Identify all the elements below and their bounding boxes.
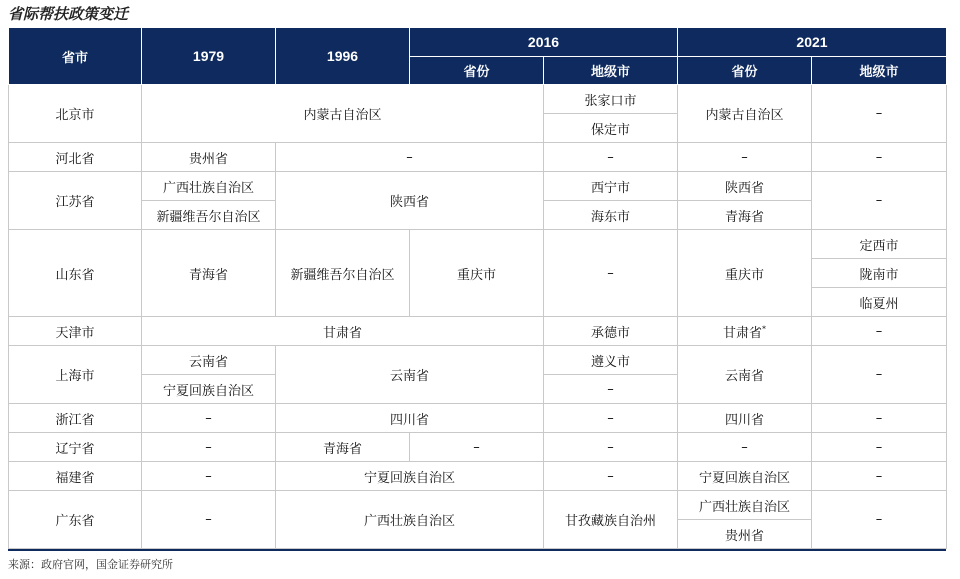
- cell-tianjin-2021-province: [678, 317, 812, 346]
- table-row: [9, 346, 947, 375]
- cell-zhejiang-2021-province: 四川省: [678, 404, 812, 433]
- cell-guangdong-1996-2016: 广西壮族自治区: [276, 491, 544, 549]
- cell-guangdong-1979: –: [142, 491, 276, 549]
- cell-zhejiang-1979: –: [142, 404, 276, 433]
- row-label-liaoning: 辽宁省: [9, 433, 142, 462]
- table-row: [9, 462, 947, 491]
- cell-shanghai-1979-2: 宁夏回族自治区: [142, 375, 276, 404]
- cell-fujian-2016-city: –: [544, 462, 678, 491]
- cell-hebei-1979: 贵州省: [142, 143, 276, 172]
- cell-beijing-2016-city-2: 保定市: [544, 114, 678, 143]
- row-label-guangdong: 广东省: [9, 491, 142, 549]
- cell-shanghai-1979-1: 云南省: [142, 346, 276, 375]
- cell-tianjin-2021-city: –: [812, 317, 947, 346]
- header-2021: 2021: [678, 28, 947, 57]
- cell-guangdong-2021-city: –: [812, 491, 947, 549]
- cell-beijing-2021-city: –: [812, 85, 947, 143]
- header-2021-city: 地级市: [812, 57, 947, 85]
- cell-jiangsu-2021-city: –: [812, 172, 947, 230]
- cell-guangdong-2016-city: 甘孜藏族自治州: [544, 491, 678, 549]
- cell-jiangsu-2021-province-1: 陕西省: [678, 172, 812, 201]
- cell-hebei-2021-province: –: [678, 143, 812, 172]
- row-label-shandong: 山东省: [9, 230, 142, 317]
- cell-fujian-1979: –: [142, 462, 276, 491]
- header-1979: 1979: [142, 28, 276, 85]
- cell-guangdong-2021-province-1: 广西壮族自治区: [678, 491, 812, 520]
- policy-table: [8, 27, 947, 549]
- cell-liaoning-2016-city: –: [544, 433, 678, 462]
- cell-jiangsu-1996-2016: 陕西省: [276, 172, 544, 230]
- row-label-shanghai: 上海市: [9, 346, 142, 404]
- cell-fujian-2021-province: 宁夏回族自治区: [678, 462, 812, 491]
- cell-fujian-1996-2016: 宁夏回族自治区: [276, 462, 544, 491]
- table-row: [9, 317, 947, 346]
- cell-shanghai-2021-province: 云南省: [678, 346, 812, 404]
- footnote-mark: *: [762, 324, 766, 334]
- header-2021-province: 省份: [678, 57, 812, 85]
- cell-zhejiang-2016-city: –: [544, 404, 678, 433]
- page-title: 省际帮扶政策变迁: [8, 5, 129, 23]
- table-row: [9, 404, 947, 433]
- cell-shandong-2021-province: 重庆市: [678, 230, 812, 317]
- cell-hebei-2021-city: –: [812, 143, 947, 172]
- table-row: [9, 172, 947, 201]
- table-row: [9, 230, 947, 259]
- table-row: [9, 85, 947, 114]
- cell-shandong-2021-city-3: 临夏州: [812, 288, 947, 317]
- cell-shanghai-2021-city: –: [812, 346, 947, 404]
- cell-liaoning-2021-city: –: [812, 433, 947, 462]
- cell-tianjin-2016-city: 承德市: [544, 317, 678, 346]
- cell-beijing-2016-city-1: 张家口市: [544, 85, 678, 114]
- cell-jiangsu-1979-2: 新疆维吾尔自治区: [142, 201, 276, 230]
- header-2016: 2016: [410, 28, 678, 57]
- cell-beijing-1979-2016: 内蒙古自治区: [142, 85, 544, 143]
- cell-shandong-2021-city-2: 陇南市: [812, 259, 947, 288]
- cell-hebei-2016-city: –: [544, 143, 678, 172]
- table-row: [9, 491, 947, 520]
- cell-shanghai-1996-2016: 云南省: [276, 346, 544, 404]
- row-label-jiangsu: 江苏省: [9, 172, 142, 230]
- cell-shanghai-2016-city-2: –: [544, 375, 678, 404]
- header-2016-province: 省份: [410, 57, 544, 85]
- row-label-zhejiang: 浙江省: [9, 404, 142, 433]
- cell-shandong-2016-city: –: [544, 230, 678, 317]
- cell-jiangsu-2016-city-2: 海东市: [544, 201, 678, 230]
- cell-zhejiang-1996-2016: 四川省: [276, 404, 544, 433]
- header-1996: 1996: [276, 28, 410, 85]
- cell-hebei-1996-2016: –: [276, 143, 544, 172]
- cell-liaoning-2016-province: –: [410, 433, 544, 462]
- policy-table-container: [8, 27, 946, 551]
- source-note: 来源：政府官网，国金证券研究所: [8, 558, 173, 571]
- table-row: [9, 433, 947, 462]
- row-label-beijing: 北京市: [9, 85, 142, 143]
- cell-liaoning-2021-province: –: [678, 433, 812, 462]
- cell-fujian-2021-city: –: [812, 462, 947, 491]
- cell-tianjin-1979-2016: 甘肃省: [142, 317, 544, 346]
- row-label-fujian: 福建省: [9, 462, 142, 491]
- cell-jiangsu-1979-1: 广西壮族自治区: [142, 172, 276, 201]
- cell-jiangsu-2021-province-2: 青海省: [678, 201, 812, 230]
- cell-beijing-2021-province: 内蒙古自治区: [678, 85, 812, 143]
- table-row: [9, 143, 947, 172]
- cell-shandong-1996: 新疆维吾尔自治区: [276, 230, 410, 317]
- cell-shandong-1979: 青海省: [142, 230, 276, 317]
- header-2016-city: 地级市: [544, 57, 678, 85]
- cell-guangdong-2021-province-2: 贵州省: [678, 520, 812, 549]
- header-province-city: 省市: [9, 28, 142, 85]
- cell-shandong-2021-city-1: 定西市: [812, 230, 947, 259]
- tianjin-2021-province-text: 甘肃省: [722, 325, 762, 341]
- cell-shanghai-2016-city-1: 遵义市: [544, 346, 678, 375]
- cell-jiangsu-2016-city-1: 西宁市: [544, 172, 678, 201]
- cell-liaoning-1996: 青海省: [276, 433, 410, 462]
- row-label-tianjin: 天津市: [9, 317, 142, 346]
- row-label-hebei: 河北省: [9, 143, 142, 172]
- cell-shandong-2016-province: 重庆市: [410, 230, 544, 317]
- cell-zhejiang-2021-city: –: [812, 404, 947, 433]
- cell-liaoning-1979: –: [142, 433, 276, 462]
